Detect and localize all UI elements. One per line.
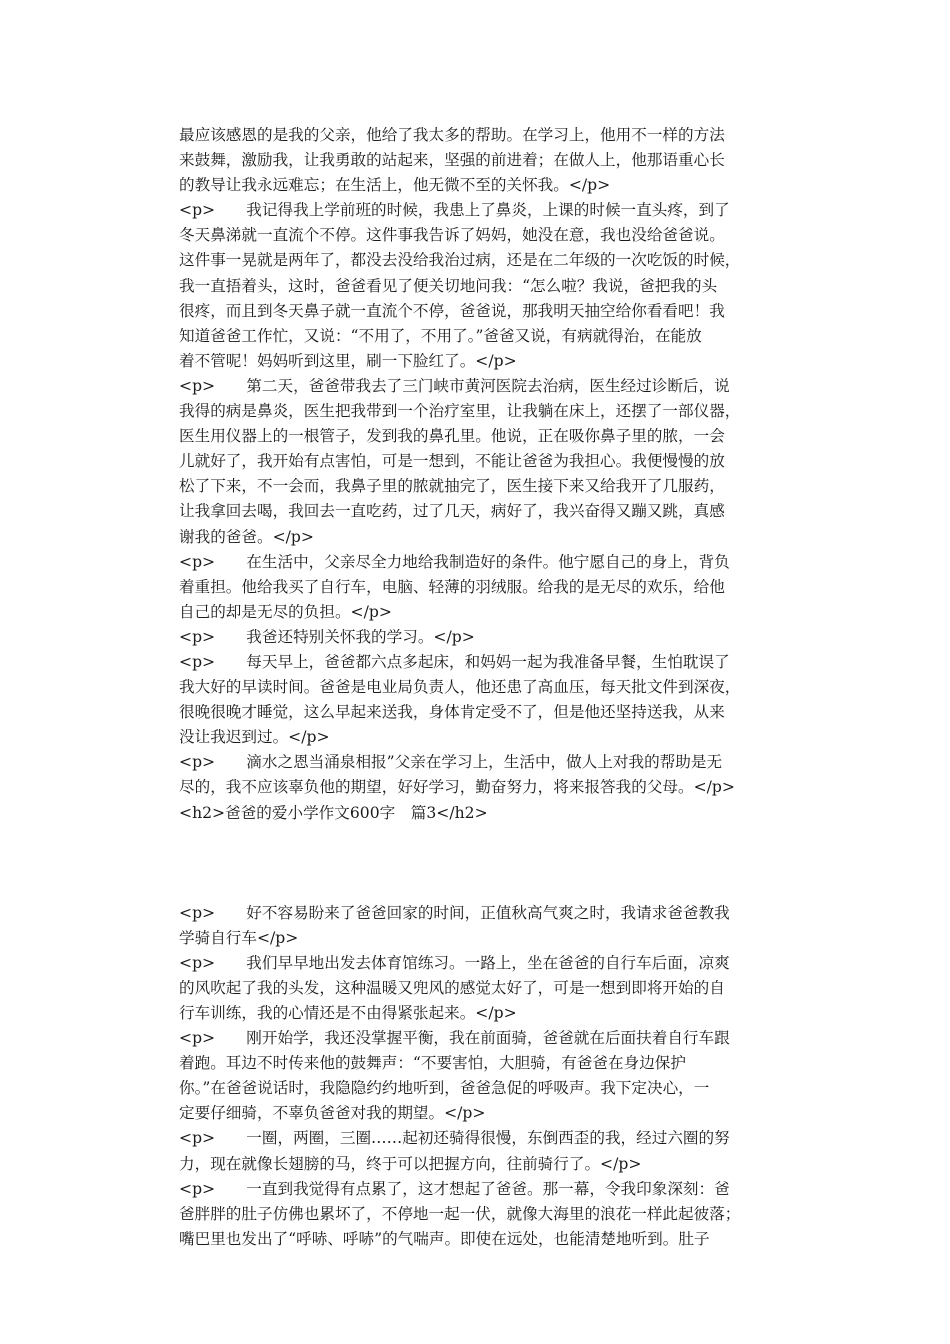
- text-line: 很晚很晚才睡觉，这么早起来送我，身体肯定受不了，但是他还坚持送我，从来: [179, 703, 725, 722]
- text-line: 你。”在爸爸说话时，我隐隐约约地听到，爸爸急促的呼吸声。我下定决心，一: [179, 1079, 710, 1098]
- text-line: <p> 滴水之恩当涌泉相报”父亲在学习上，生活中，做人上对我的帮助是无: [179, 753, 723, 772]
- text-line: 我大好的早读时间。爸爸是电业局负责人，他还患了高血压，每天批文件到深夜，: [179, 678, 741, 697]
- text-line: 力，现在就像长翅膀的马，终于可以把握方向，往前骑行了。</p>: [179, 1154, 642, 1173]
- text-line: 医生用仪器上的一根管子，发到我的鼻孔里。他说，正在吸你鼻子里的脓，一会: [179, 427, 725, 446]
- document-body: [179, 123, 779, 1252]
- text-line: 很疼，而且到冬天鼻子就一直流个不停，爸爸说，那我明天抽空给你看看吧！我: [179, 301, 725, 320]
- text-line: 知道爸爸工作忙，又说：“不用了，不用了。”爸爸又说，有病就得治，在能放: [179, 326, 702, 345]
- text-line: <p> 好不容易盼来了爸爸回家的时间，正值秋高气爽之时，我请求爸爸教我: [179, 903, 730, 922]
- text-line: 我得的病是鼻炎，医生把我带到一个治疗室里，让我躺在床上，还摆了一部仪器，: [179, 402, 741, 421]
- text-line: 谢我的爸爸。</p>: [179, 527, 314, 546]
- text-line: 儿就好了，我开始有点害怕，可是一想到，不能让爸爸为我担心。我便慢慢的放: [179, 452, 725, 471]
- text-line: <p> 每天早上，爸爸都六点多起床，和妈妈一起为我准备早餐，生怕耽误了: [179, 652, 730, 671]
- text-line: <p> 一直到我觉得有点累了，这才想起了爸爸。那一幕，令我印象深刻：爸: [179, 1179, 730, 1198]
- text-line: 着不管呢！妈妈听到这里，刷一下脸红了。</p>: [179, 351, 517, 370]
- text-line: 来鼓舞，激励我，让我勇敢的站起来，坚强的前进着；在做人上，他那语重心长: [179, 151, 725, 170]
- text-line: 学骑自行车</p>: [179, 928, 299, 947]
- text-line: <p> 第二天，爸爸带我去了三门峡市黄河医院去治病，医生经过诊断后，说: [179, 376, 730, 395]
- text-line: 的风吹起了我的头发，这种温暖又兜风的感觉太好了，可是一想到即将开始的自: [179, 978, 725, 997]
- text-line: <p> 我爸还特别关怀我的学习。</p>: [179, 627, 475, 646]
- section-2: [179, 901, 779, 1252]
- text-line: 着跑。耳边不时传来他的鼓舞声：“不要害怕，大胆骑，有爸爸在身边保护: [179, 1054, 686, 1073]
- text-line: 我一直捂着头，这时，爸爸看见了便关切地问我：“怎么啦？我说，爸把我的头: [179, 276, 718, 295]
- text-line: <p> 刚开始学，我还没掌握平衡，我在前面骑，爸爸就在后面扶着自行车跟: [179, 1029, 730, 1048]
- text-line: <p> 一圈，两圈，三圈……起初还骑得很慢，东倒西歪的我，经过六圈的努: [179, 1129, 730, 1148]
- text-line: 的教导让我永远难忘；在生活上，他无微不至的关怀我。</p>: [179, 176, 611, 195]
- text-line: 着重担。他给我买了自行车，电脑、轻薄的羽绒服。给我的是无尽的欢乐，给他: [179, 577, 725, 596]
- text-line: 嘴巴里也发出了“呼哧、呼哧”的气喘声。即使在远处，也能清楚地听到。肚子: [179, 1229, 710, 1248]
- section-gap: [179, 826, 779, 901]
- text-line: 松了下来，不一会而，我鼻子里的脓就抽完了，医生接下来又给我开了几服药，: [179, 477, 725, 496]
- text-line: 爸胖胖的肚子仿佛也累坏了，不停地一起一伏，就像大海里的浪花一样此起彼落；: [179, 1204, 741, 1223]
- section-1: [179, 123, 779, 826]
- text-line: 行车训练，我的心情还是不由得紧张起来。</p>: [179, 1004, 517, 1022]
- text-line: <p> 我记得我上学前班的时候，我患上了鼻炎，上课的时候一直头疼，到了: [179, 201, 730, 220]
- text-line: <p> 在生活中，父亲尽全力地给我制造好的条件。他宁愿自己的身上，背负: [179, 552, 730, 571]
- text-line: 定要仔细骑，不辜负爸爸对我的期望。</p>: [179, 1104, 486, 1123]
- text-line: 尽的，我不应该辜负他的期望，好好学习，勤奋努力，将来报答我的父母。</p>: [179, 778, 735, 797]
- text-line: 让我拿回去喝，我回去一直吃药，过了几天，病好了，我兴奋得又蹦又跳，真感: [179, 502, 725, 521]
- text-line: 自己的却是无尽的负担。</p>: [179, 602, 392, 621]
- text-line: 这件事一晃就是两年了，都没去没给我治过病，还是在二年级的一次吃饭的时候，: [179, 251, 741, 270]
- text-line: <h2>爸爸的爱小学作文600字 篇3</h2>: [179, 803, 488, 822]
- text-line: <p> 我们早早地出发去体育馆练习。一路上，坐在爸爸的自行车后面，凉爽: [179, 953, 730, 972]
- text-line: 最应该感恩的是我的父亲，他给了我太多的帮助。在学习上，他用不一样的方法: [179, 126, 725, 144]
- text-line: 没让我迟到过。</p>: [179, 728, 330, 747]
- text-line: 冬天鼻涕就一直流个不停。这件事我告诉了妈妈，她没在意，我也没给爸爸说。: [179, 226, 725, 245]
